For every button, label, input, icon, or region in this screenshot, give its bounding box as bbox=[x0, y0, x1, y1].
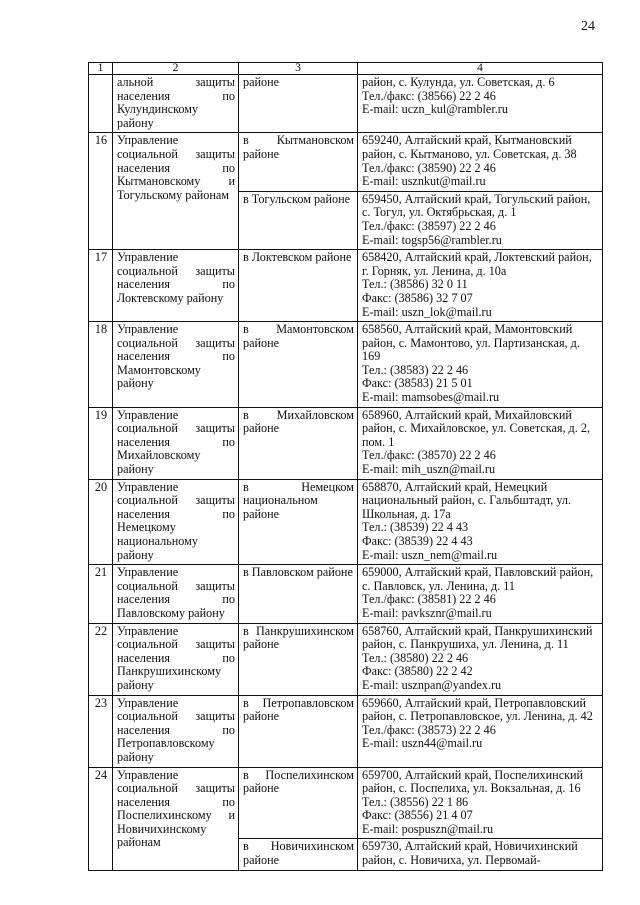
email-line: E-mail: usznpan@yandex.ru bbox=[362, 677, 502, 692]
organization-name: Управление социальной защиты населения по Кытмановскому и Тогульскому районам bbox=[113, 133, 239, 250]
district-name: в Михайловском районе bbox=[239, 407, 358, 479]
row-number: 23 bbox=[89, 695, 113, 767]
table-row bbox=[89, 479, 603, 565]
organization-name: альной защиты населения по Кулундинскому району bbox=[113, 75, 239, 133]
contact-details bbox=[358, 695, 603, 767]
phone-line: Факс: (38556) 21 4 07 bbox=[362, 808, 473, 823]
row-number: 18 bbox=[89, 322, 113, 408]
email-line: E-mail: uszn_nem@mail.ru bbox=[362, 547, 498, 562]
district-name: в Мамонтовском районе bbox=[239, 322, 358, 408]
address-line: 659240, Алтайский край, Кытмановский район, с. Кытманово, ул. Советская, д. 38 bbox=[362, 133, 577, 161]
organization-name: Управление социальной защиты населения по Михайловскому району bbox=[113, 407, 239, 479]
address-line: 658960, Алтайский край, Михайловский район, с. Михайловское, ул. Советская, д. 2, пом. 1 bbox=[362, 407, 590, 449]
organization-name: Управление социальной защиты населения по Панкрушихинскому району bbox=[113, 623, 239, 695]
phone-line: Тел./факс: (38570) 22 2 46 bbox=[362, 448, 496, 463]
phone-line: Тел./факс: (38581) 22 2 46 bbox=[362, 592, 496, 607]
contact-details bbox=[358, 565, 603, 623]
table-row bbox=[89, 767, 603, 839]
phone-line: Факс: (38539) 22 4 43 bbox=[362, 534, 473, 548]
row-number: 21 bbox=[89, 565, 113, 623]
table-row bbox=[89, 565, 603, 623]
row-number bbox=[89, 75, 113, 133]
header-col-3: 3 bbox=[239, 63, 358, 75]
email-line: E-mail: uczn_kul@rambler.ru bbox=[362, 102, 508, 117]
organization-name: Управление социальной защиты населения по Мамонтовскому району bbox=[113, 322, 239, 408]
table-row bbox=[89, 133, 603, 191]
address-line: 658870, Алтайский край, Немецкий национальный район, с. Гальбштадт, ул. Школьная, д. 17а bbox=[362, 479, 572, 521]
table-body bbox=[89, 75, 603, 871]
phone-line: Тел.: (38586) 32 0 11 bbox=[362, 277, 468, 292]
email-line: E-mail: pospuszn@mail.ru bbox=[362, 821, 494, 836]
address-line: 658760, Алтайский край, Панкрушихинский район, с. Панкрушиха, ул. Ленина, д. 11 bbox=[362, 623, 593, 652]
row-number: 20 bbox=[89, 479, 113, 565]
organization-name: Управление социальной защиты населения по Локтевскому району bbox=[113, 250, 239, 322]
organization-name: Управление социальной защиты населения по Немецкому национальному району bbox=[113, 479, 239, 565]
phone-line: Тел./факс: (38597) 22 2 46 bbox=[362, 218, 496, 233]
contact-details bbox=[358, 767, 603, 839]
address-line: район, с. Кулунда, ул. Советская, д. 6 bbox=[362, 75, 555, 89]
email-line: E-mail: mamsobes@mail.ru bbox=[362, 390, 500, 405]
offices-table bbox=[88, 62, 603, 871]
address-line: 659000, Алтайский край, Павловский район, с. Павловск, ул. Ленина, д. 11 bbox=[362, 565, 594, 593]
row-number: 19 bbox=[89, 407, 113, 479]
contact-details bbox=[358, 479, 603, 565]
table-row bbox=[89, 623, 603, 695]
phone-line: Факс: (38586) 32 7 07 bbox=[362, 290, 473, 305]
header-col-2: 2 bbox=[113, 63, 239, 75]
table-row bbox=[89, 407, 603, 479]
address-line: 659450, Алтайский край, Тогульский район, с. Тогул, ул. Октябрьская, д. 1 bbox=[362, 191, 591, 220]
address-line: 659660, Алтайский край, Петропавловский район, с. Петропавловское, ул. Ленина, д. 42 bbox=[362, 695, 593, 724]
email-line: E-mail: uszn44@mail.ru bbox=[362, 736, 483, 751]
page-number: 24 bbox=[581, 19, 595, 34]
header-col-1: 1 bbox=[89, 63, 113, 75]
email-line: E-mail: uszn_lok@mail.ru bbox=[362, 304, 492, 319]
address-line: 659700, Алтайский край, Поспелихинский район, с. Поспелиха, ул. Вокзальная, д. 16 bbox=[362, 767, 584, 796]
table-row bbox=[89, 322, 603, 408]
contact-details bbox=[358, 250, 603, 322]
header-col-4: 4 bbox=[358, 63, 603, 75]
table-row bbox=[89, 75, 603, 133]
phone-line: Тел.: (38580) 22 2 46 bbox=[362, 650, 469, 665]
row-number: 16 bbox=[89, 133, 113, 250]
address-line: 659730, Алтайский край, Новичихинский район, с. Новичиха, ул. Первомай- bbox=[362, 839, 578, 868]
district-name: в Панкрушихинском районе bbox=[239, 623, 358, 695]
email-line: E-mail: usznkut@mail.ru bbox=[362, 174, 486, 189]
table-row bbox=[89, 250, 603, 322]
contact-details bbox=[358, 839, 603, 870]
row-number: 17 bbox=[89, 250, 113, 322]
contact-details bbox=[358, 133, 603, 191]
table-row bbox=[89, 695, 603, 767]
phone-line: Тел.: (38539) 22 4 43 bbox=[362, 520, 469, 535]
phone-line: Тел.: (38583) 22 2 46 bbox=[362, 362, 469, 377]
district-name: в Павловском районе bbox=[239, 565, 358, 623]
district-name: в Новичихинском районе bbox=[239, 839, 358, 870]
row-number: 22 bbox=[89, 623, 113, 695]
district-name: в Петропавловском районе bbox=[239, 695, 358, 767]
contact-details bbox=[358, 623, 603, 695]
organization-name: Управление социальной защиты населения по Поспелихинскому и Новичихинскому районам bbox=[113, 767, 239, 870]
phone-line: Тел./факс: (38573) 22 2 46 bbox=[362, 722, 496, 737]
district-name: в Тогульском районе bbox=[239, 191, 358, 249]
organization-name: Управление социальной защиты населения по Петропавловскому району bbox=[113, 695, 239, 767]
organization-name: Управление социальной защиты населения по Павловскому району bbox=[113, 565, 239, 623]
district-name: в Немецком национальном районе bbox=[239, 479, 358, 565]
district-name: в Кытмановском районе bbox=[239, 133, 358, 191]
phone-line: Тел.: (38556) 22 1 86 bbox=[362, 794, 469, 809]
phone-line: Тел./факс: (38566) 22 2 46 bbox=[362, 88, 496, 103]
phone-line: Факс: (38583) 21 5 01 bbox=[362, 376, 473, 391]
contact-details bbox=[358, 407, 603, 479]
email-line: E-mail: mih_uszn@mail.ru bbox=[362, 462, 496, 477]
contact-details bbox=[358, 191, 603, 249]
district-name: в Поспелихинском районе bbox=[239, 767, 358, 839]
address-line: 658560, Алтайский край, Мамонтовский район, с. Мамонтово, ул. Партизанская, д. 169 bbox=[362, 322, 580, 364]
email-line: E-mail: togsp56@rambler.ru bbox=[362, 232, 502, 247]
phone-line: Тел./факс: (38590) 22 2 46 bbox=[362, 160, 496, 175]
row-number: 24 bbox=[89, 767, 113, 870]
email-line: E-mail: pavksznr@mail.ru bbox=[362, 605, 492, 620]
contact-details bbox=[358, 75, 603, 133]
header-row bbox=[89, 63, 603, 75]
district-name: районе bbox=[239, 75, 358, 133]
district-name: в Локтевском районе bbox=[239, 250, 358, 322]
contact-details bbox=[358, 322, 603, 408]
phone-line: Факс: (38580) 22 2 42 bbox=[362, 664, 473, 679]
address-line: 658420, Алтайский край, Локтевский район, г. Горняк, ул. Ленина, д. 10а bbox=[362, 250, 592, 278]
